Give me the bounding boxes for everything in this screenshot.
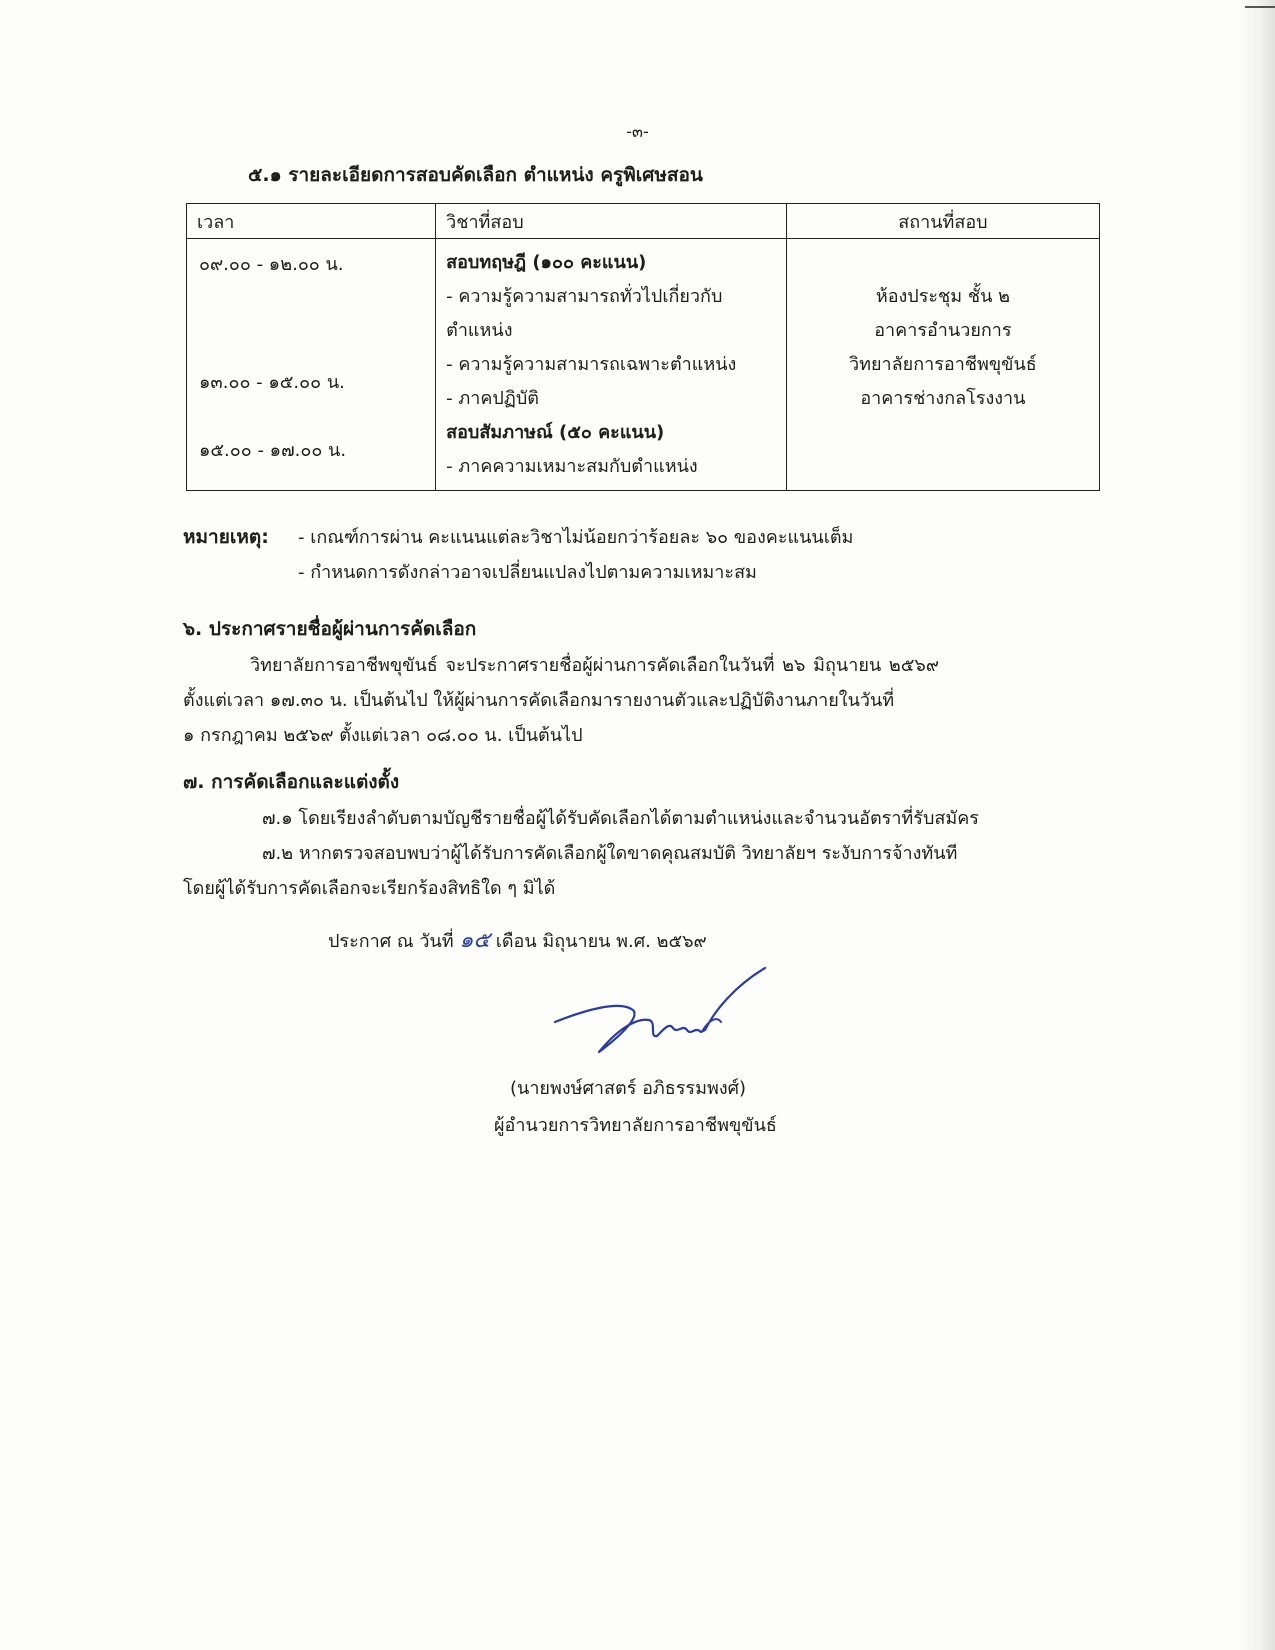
place-line: ห้องประชุม ชั้น ๒ bbox=[875, 286, 1010, 307]
time-slot-2: ๑๓.๐๐ - ๑๕.๐๐ น. bbox=[199, 372, 345, 393]
section-6-paragraph-line: ๑ กรกฎาคม ๒๕๖๙ ตั้งแต่เวลา ๐๘.๐๐ น. เป็นต้นไป bbox=[183, 725, 583, 746]
signature-mark bbox=[545, 960, 785, 1070]
section-7-item: ๗.๒ หากตรวจสอบพบว่าผู้ได้รับการคัดเลือกผู้ใดขาดคุณสมบัติ วิทยาลัยฯ ระงับการจ้างทันที bbox=[262, 843, 958, 864]
header-subject: วิชาที่สอบ bbox=[436, 204, 787, 239]
time-cell bbox=[187, 239, 436, 491]
section-6-title: ๖. ประกาศรายชื่อผู้ผ่านการคัดเลือก bbox=[183, 618, 477, 640]
place-cell bbox=[786, 239, 1099, 491]
remark-item: - เกณฑ์การผ่าน คะแนนแต่ละวิชาไม่น้อยกว่าร้อยละ ๖๐ ของคะแนนเต็ม bbox=[298, 527, 854, 548]
section-5-1-title: ๕.๑ รายละเอียดการสอบคัดเลือก ตำแหน่ง ครูพิเศษสอน bbox=[248, 164, 703, 186]
subject-line: - ภาคปฏิบัติ bbox=[446, 388, 539, 409]
subject-line: ตำแหน่ง bbox=[446, 320, 513, 341]
announcement-prefix: ประกาศ ณ วันที่ bbox=[328, 931, 454, 952]
page-number: -๓- bbox=[626, 122, 649, 141]
place-line: อาคารช่างกลโรงงาน bbox=[860, 388, 1026, 409]
table-header-row bbox=[187, 204, 1100, 239]
handwritten-day: ๑๕ bbox=[459, 928, 490, 953]
header-time: เวลา bbox=[187, 204, 436, 239]
subject-line: - ภาคความเหมาะสมกับตำแหน่ง bbox=[446, 456, 698, 477]
signatory-title: ผู้อำนวยการวิทยาลัยการอาชีพขุขันธ์ bbox=[494, 1115, 777, 1136]
place-line: อาคารอำนวยการ bbox=[874, 320, 1012, 341]
scan-edge-shadow bbox=[1235, 0, 1275, 1650]
place-line: วิทยาลัยการอาชีพขุขันธ์ bbox=[849, 354, 1037, 375]
signatory-name: (นายพงษ์ศาสตร์ อภิธรรมพงศ์) bbox=[510, 1078, 747, 1099]
time-slot-1: ๐๙.๐๐ - ๑๒.๐๐ น. bbox=[199, 254, 344, 275]
table-row bbox=[187, 239, 1100, 491]
remark-item: - กำหนดการดังกล่าวอาจเปลี่ยนแปลงไปตามความเหมาะสม bbox=[298, 562, 757, 583]
subject-theory-heading: สอบทฤษฎี (๑๐๐ คะแนน) bbox=[446, 252, 647, 273]
time-slot-3: ๑๕.๐๐ - ๑๗.๐๐ น. bbox=[199, 440, 347, 461]
section-7-item: ๗.๑ โดยเรียงลำดับตามบัญชีรายชื่อผู้ได้รับคัดเลือกได้ตามตำแหน่งและจำนวนอัตราที่รับสมัคร bbox=[262, 808, 979, 829]
announcement-suffix: เดือน มิถุนายน พ.ศ. ๒๕๖๙ bbox=[495, 931, 707, 952]
header-place: สถานที่สอบ bbox=[786, 204, 1099, 239]
section-6-paragraph-line: ตั้งแต่เวลา ๑๗.๓๐ น. เป็นต้นไป ให้ผู้ผ่านการคัดเลือกมารายงานตัวและปฏิบัติงานภายในวันที่ bbox=[183, 690, 895, 711]
subject-interview-heading: สอบสัมภาษณ์ (๕๐ คะแนน) bbox=[446, 422, 665, 443]
announcement-date bbox=[328, 922, 707, 957]
exam-schedule-table bbox=[186, 203, 1100, 491]
remarks-label: หมายเหตุ: bbox=[183, 526, 269, 548]
scan-corner-mark bbox=[1245, 6, 1275, 8]
section-7-item: โดยผู้ได้รับการคัดเลือกจะเรียกร้องสิทธิใด ๆ มิได้ bbox=[183, 878, 556, 899]
subject-line: - ความรู้ความสามารถทั่วไปเกี่ยวกับ bbox=[446, 286, 723, 307]
section-7-title: ๗. การคัดเลือกและแต่งตั้ง bbox=[183, 771, 400, 793]
subject-line: - ความรู้ความสามารถเฉพาะตำแหน่ง bbox=[446, 354, 737, 375]
subject-cell bbox=[436, 239, 787, 491]
section-6-paragraph-line: วิทยาลัยการอาชีพขุขันธ์ จะประกาศรายชื่อผู้ผ่านการคัดเลือกในวันที่ ๒๖ มิถุนายน ๒๕๖๙ bbox=[250, 655, 940, 676]
